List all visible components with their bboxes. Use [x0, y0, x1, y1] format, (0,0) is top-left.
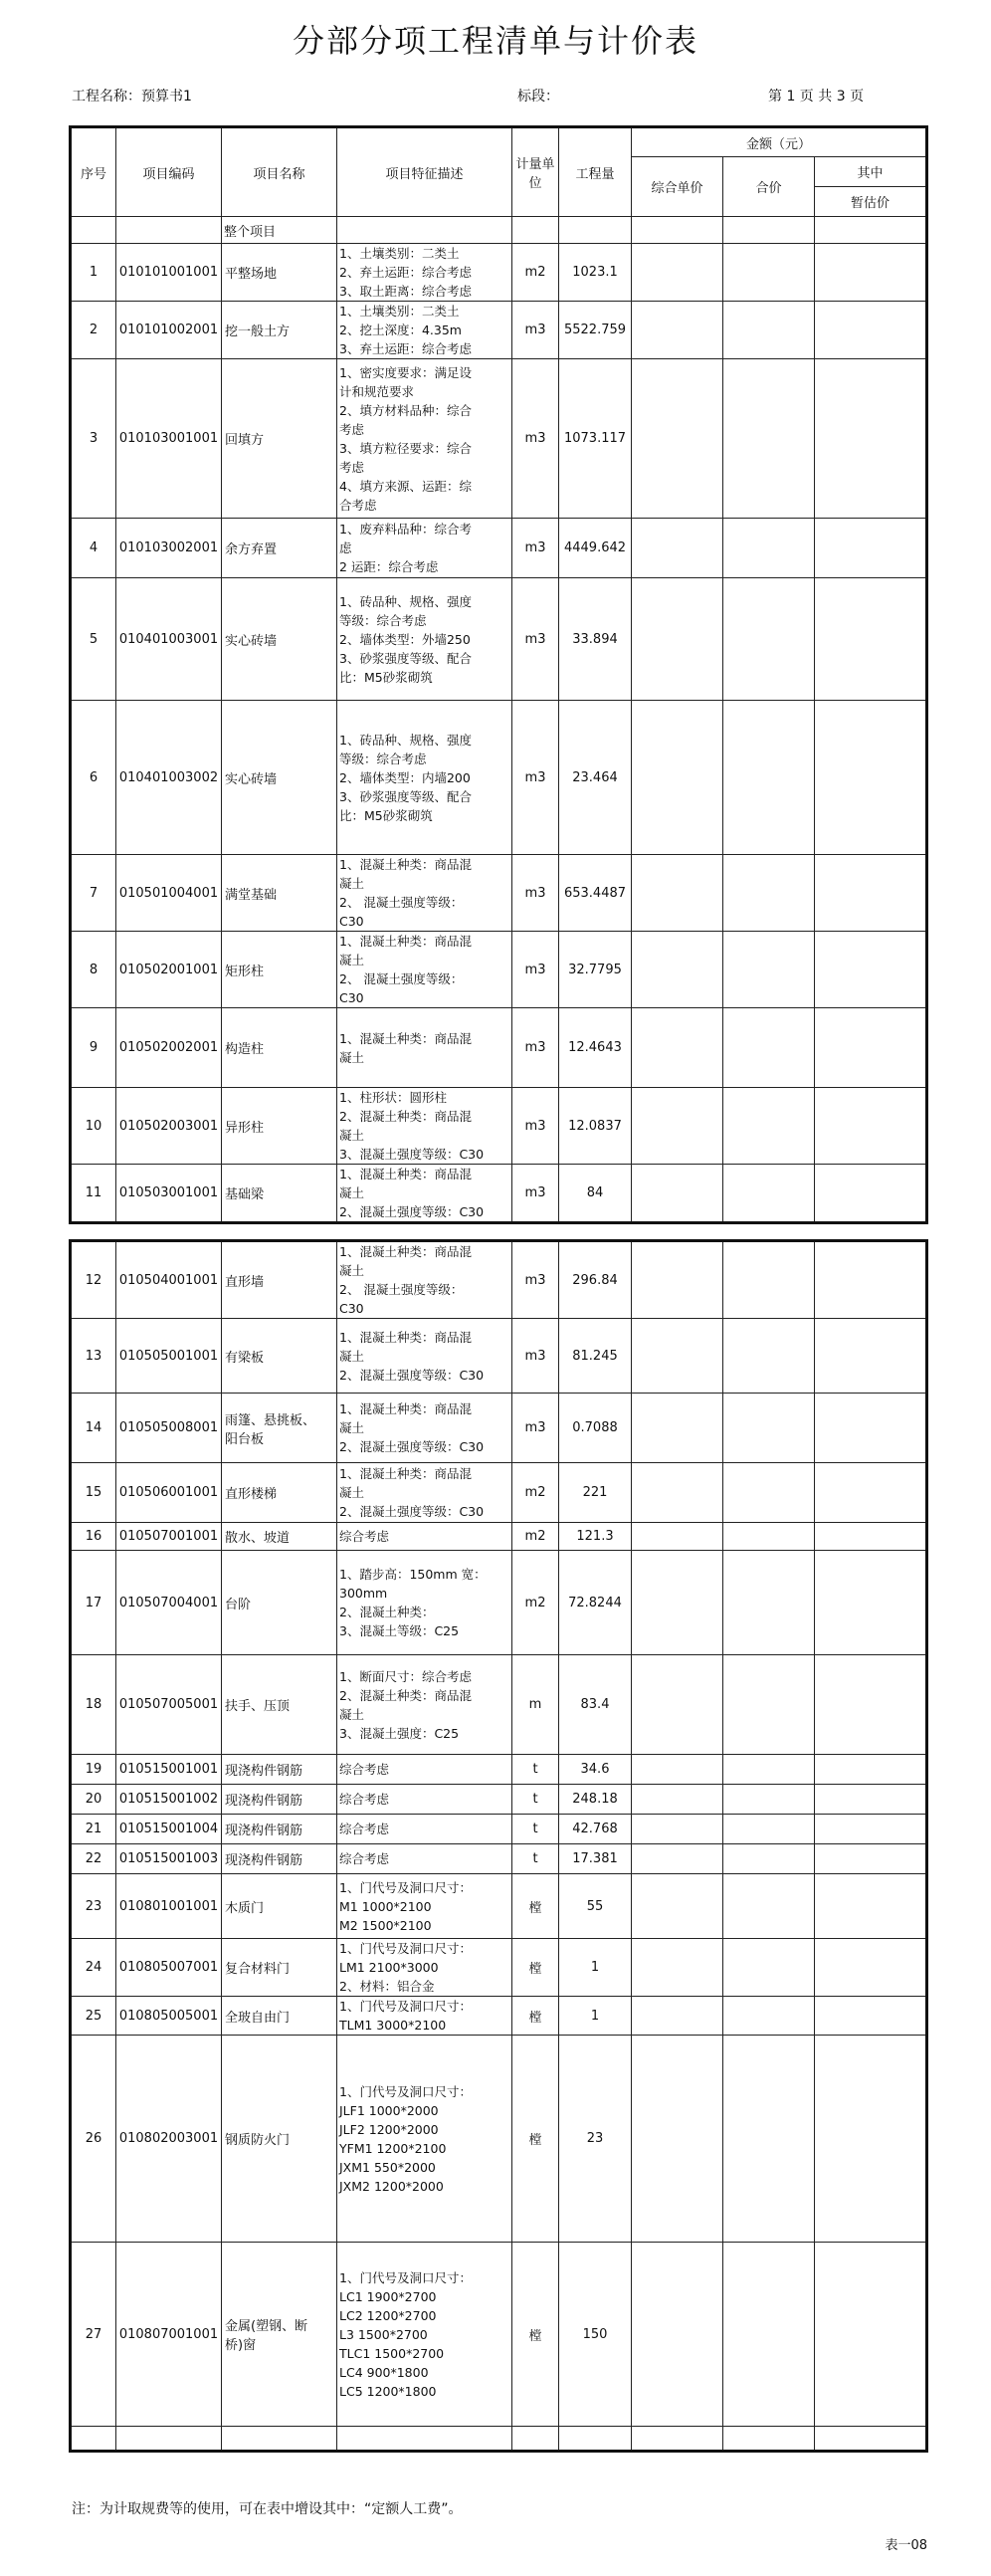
row-number: 12 — [71, 1241, 116, 1319]
row-number: 23 — [71, 1874, 116, 1939]
total-cell — [723, 2036, 815, 2243]
item-code: 010505008001 — [116, 1394, 222, 1463]
table-row — [71, 1815, 927, 1844]
item-description: 综合考虑 — [337, 1755, 512, 1785]
item-quantity: 150 — [559, 2243, 632, 2427]
table-row — [71, 855, 927, 932]
unit-price-cell — [632, 302, 723, 359]
row-number: 7 — [71, 855, 116, 932]
header-desc: 项目特征描述 — [337, 127, 512, 217]
unit-price-cell — [632, 2036, 723, 2243]
row-number: 6 — [71, 701, 116, 855]
unit-price-cell — [632, 359, 723, 519]
item-name: 构造柱 — [222, 1008, 337, 1088]
table-row — [71, 1463, 927, 1523]
header-seq: 序号 — [71, 127, 116, 217]
row-number: 27 — [71, 2243, 116, 2427]
item-name: 现浇构件钢筋 — [222, 1785, 337, 1815]
provisional-cell — [815, 1008, 927, 1088]
total-cell — [723, 2243, 815, 2427]
unit-price-cell — [632, 1844, 723, 1874]
row-number: 5 — [71, 578, 116, 701]
table-row — [71, 2036, 927, 2243]
item-code: 010805007001 — [116, 1939, 222, 1997]
total-cell — [723, 1874, 815, 1939]
row-number: 15 — [71, 1463, 116, 1523]
item-unit: 樘 — [512, 2036, 559, 2243]
item-code: 010515001004 — [116, 1815, 222, 1844]
provisional-cell — [815, 1088, 927, 1165]
item-unit: m — [512, 1655, 559, 1755]
table-row — [71, 1394, 927, 1463]
row-number: 18 — [71, 1655, 116, 1755]
unit-price-cell — [632, 1088, 723, 1165]
item-name: 复合材料门 — [222, 1939, 337, 1997]
item-code: 010504001001 — [116, 1241, 222, 1319]
item-name: 挖一般土方 — [222, 302, 337, 359]
item-description: 1、砖品种、规格、强度 等级：综合考虑 2、墙体类型：外墙250 3、砂浆强度等级、配合 比：M5砂浆砌筑 — [337, 578, 512, 701]
unit-price-cell — [632, 1874, 723, 1939]
page-indicator: 第 1 页 共 3 页 — [768, 89, 865, 105]
provisional-cell — [815, 1997, 927, 2036]
item-name: 现浇构件钢筋 — [222, 1755, 337, 1785]
item-quantity: 84 — [559, 1165, 632, 1223]
table-row — [71, 1241, 927, 1319]
section-row-label: 整个项目 — [222, 217, 337, 244]
item-description: 1、门代号及洞口尺寸： TLM1 3000*2100 — [337, 1997, 512, 2036]
item-unit: t — [512, 1815, 559, 1844]
table-row — [71, 1008, 927, 1088]
total-cell — [723, 1551, 815, 1655]
item-description: 综合考虑 — [337, 1785, 512, 1815]
table-row — [71, 1088, 927, 1165]
item-description: 1、门代号及洞口尺寸： M1 1000*2100 M2 1500*2100 — [337, 1874, 512, 1939]
item-unit: 樘 — [512, 2243, 559, 2427]
item-description: 1、砖品种、规格、强度 等级：综合考虑 2、墙体类型：内墙200 3、砂浆强度等级、配合 比：M5砂浆砌筑 — [337, 701, 512, 855]
row-number: 22 — [71, 1844, 116, 1874]
unit-price-cell — [632, 1997, 723, 2036]
item-code: 010501004001 — [116, 855, 222, 932]
item-name: 异形柱 — [222, 1088, 337, 1165]
item-description: 1、门代号及洞口尺寸： JLF1 1000*2000 JLF2 1200*2000 YFM1 1200*2100 JXM1 550*2000 JXM2 1200*2000 — [337, 2036, 512, 2243]
item-name: 木质门 — [222, 1874, 337, 1939]
unit-price-cell — [632, 1815, 723, 1844]
unit-price-cell — [632, 932, 723, 1008]
item-code: 010503001001 — [116, 1165, 222, 1223]
item-unit: m3 — [512, 932, 559, 1008]
row-number: 19 — [71, 1755, 116, 1785]
table-row — [71, 1165, 927, 1223]
item-quantity: 34.6 — [559, 1755, 632, 1785]
table-row — [71, 302, 927, 359]
item-description: 1、柱形状：圆形柱 2、混凝土种类：商品混 凝土 3、混凝土强度等级：C30 — [337, 1088, 512, 1165]
provisional-cell — [815, 578, 927, 701]
unit-price-cell — [632, 1523, 723, 1551]
item-unit: m3 — [512, 1165, 559, 1223]
item-description: 1、密实度要求：满足设 计和规范要求 2、填方材料品种：综合 考虑 3、填方粒径要求：综合 考虑 4、填方来源、运距：综 合考虑 — [337, 359, 512, 519]
item-quantity: 72.8244 — [559, 1551, 632, 1655]
item-unit: t — [512, 1785, 559, 1815]
item-code: 010502003001 — [116, 1088, 222, 1165]
item-name: 有梁板 — [222, 1319, 337, 1394]
item-quantity: 23.464 — [559, 701, 632, 855]
item-unit: m3 — [512, 701, 559, 855]
item-code: 010502001001 — [116, 932, 222, 1008]
item-description: 1、混凝土种类：商品混 凝土 2、 混凝土强度等级： C30 — [337, 1241, 512, 1319]
bill-table-part1 — [69, 125, 928, 1224]
row-number: 9 — [71, 1008, 116, 1088]
item-quantity: 83.4 — [559, 1655, 632, 1755]
item-quantity: 1023.1 — [559, 244, 632, 302]
project-name: 工程名称：预算书1 — [72, 89, 192, 105]
table-row — [71, 1319, 927, 1394]
total-cell — [723, 1088, 815, 1165]
unit-price-cell — [632, 1319, 723, 1394]
item-description: 1、混凝土种类：商品混 凝土 2、混凝土强度等级：C30 — [337, 1165, 512, 1223]
table-row — [71, 701, 927, 855]
table-row — [71, 2243, 927, 2427]
table-body-part2 — [71, 1241, 927, 2452]
item-quantity: 12.0837 — [559, 1088, 632, 1165]
row-number: 3 — [71, 359, 116, 519]
provisional-cell — [815, 244, 927, 302]
item-unit: t — [512, 1755, 559, 1785]
unit-price-cell — [632, 2243, 723, 2427]
item-unit: m3 — [512, 359, 559, 519]
item-description: 1、土壤类别：二类土 2、弃土运距：综合考虑 3、取土距离：综合考虑 — [337, 244, 512, 302]
provisional-cell — [815, 1939, 927, 1997]
total-cell — [723, 1165, 815, 1223]
unit-price-cell — [632, 244, 723, 302]
item-quantity: 42.768 — [559, 1815, 632, 1844]
item-unit: m3 — [512, 1088, 559, 1165]
total-cell — [723, 701, 815, 855]
item-description: 综合考虑 — [337, 1844, 512, 1874]
item-description: 1、混凝土种类：商品混 凝土 2、混凝土强度等级：C30 — [337, 1319, 512, 1394]
provisional-cell — [815, 2243, 927, 2427]
header-name: 项目名称 — [222, 127, 337, 217]
total-cell — [723, 855, 815, 932]
item-name: 现浇构件钢筋 — [222, 1815, 337, 1844]
item-code: 010502002001 — [116, 1008, 222, 1088]
unit-price-cell — [632, 1241, 723, 1319]
item-description: 综合考虑 — [337, 1815, 512, 1844]
provisional-cell — [815, 1844, 927, 1874]
row-number: 21 — [71, 1815, 116, 1844]
item-quantity: 5522.759 — [559, 302, 632, 359]
provisional-cell — [815, 932, 927, 1008]
item-code: 010801001001 — [116, 1874, 222, 1939]
unit-price-cell — [632, 701, 723, 855]
header-of-which: 其中 — [815, 157, 927, 187]
total-cell — [723, 359, 815, 519]
item-quantity: 55 — [559, 1874, 632, 1939]
bill-table-part2 — [69, 1239, 928, 2453]
table-row — [71, 932, 927, 1008]
item-description: 1、混凝土种类：商品混 凝土 2、混凝土强度等级：C30 — [337, 1394, 512, 1463]
unit-price-cell — [632, 1755, 723, 1785]
row-number: 11 — [71, 1165, 116, 1223]
item-description: 1、门代号及洞口尺寸： LC1 1900*2700 LC2 1200*2700 L3 1500*2700 TLC1 1500*2700 LC4 900*1800 LC5 1200*1800 — [337, 2243, 512, 2427]
provisional-cell — [815, 519, 927, 578]
unit-price-cell — [632, 1008, 723, 1088]
provisional-cell — [815, 1463, 927, 1523]
item-quantity: 81.245 — [559, 1319, 632, 1394]
item-name: 直形楼梯 — [222, 1463, 337, 1523]
item-quantity: 653.4487 — [559, 855, 632, 932]
row-number: 8 — [71, 932, 116, 1008]
item-code: 010807001001 — [116, 2243, 222, 2427]
row-number: 2 — [71, 302, 116, 359]
row-number: 10 — [71, 1088, 116, 1165]
item-description: 1、土壤类别：二类土 2、挖土深度：4.35m 3、弃土运距：综合考虑 — [337, 302, 512, 359]
unit-price-cell — [632, 519, 723, 578]
item-unit: m3 — [512, 1394, 559, 1463]
total-cell — [723, 1785, 815, 1815]
provisional-cell — [815, 1551, 927, 1655]
table-row — [71, 578, 927, 701]
item-description: 1、废弃料品种：综合考 虑 2 运距：综合考虑 — [337, 519, 512, 578]
item-name: 台阶 — [222, 1551, 337, 1655]
provisional-cell — [815, 855, 927, 932]
section-label: 标段： — [517, 89, 559, 105]
item-description: 1、混凝土种类：商品混 凝土 2、混凝土强度等级：C30 — [337, 1463, 512, 1523]
total-cell — [723, 302, 815, 359]
unit-price-cell — [632, 1939, 723, 1997]
item-name: 扶手、压顶 — [222, 1655, 337, 1755]
header-amount: 金额（元） — [632, 127, 927, 157]
item-description: 综合考虑 — [337, 1523, 512, 1551]
item-description: 1、混凝土种类：商品混 凝土 2、 混凝土强度等级： C30 — [337, 855, 512, 932]
table-row — [71, 244, 927, 302]
footnote: 注：为计取规费等的使用，可在表中增设其中：“定额人工费”。 — [72, 2501, 463, 2517]
item-quantity: 296.84 — [559, 1241, 632, 1319]
item-quantity: 4449.642 — [559, 519, 632, 578]
item-name: 散水、坡道 — [222, 1523, 337, 1551]
item-name: 雨篷、悬挑板、 阳台板 — [222, 1394, 337, 1463]
item-quantity: 248.18 — [559, 1785, 632, 1815]
item-unit: t — [512, 1844, 559, 1874]
total-cell — [723, 578, 815, 701]
item-unit: m3 — [512, 1008, 559, 1088]
row-number: 16 — [71, 1523, 116, 1551]
table-row — [71, 519, 927, 578]
item-name: 平整场地 — [222, 244, 337, 302]
provisional-cell — [815, 1655, 927, 1755]
item-quantity: 12.4643 — [559, 1008, 632, 1088]
total-cell — [723, 932, 815, 1008]
item-quantity: 33.894 — [559, 578, 632, 701]
item-code: 010515001003 — [116, 1844, 222, 1874]
item-name: 实心砖墙 — [222, 701, 337, 855]
unit-price-cell — [632, 1394, 723, 1463]
item-quantity: 23 — [559, 2036, 632, 2243]
item-code: 010103002001 — [116, 519, 222, 578]
row-number: 20 — [71, 1785, 116, 1815]
item-code: 010101001001 — [116, 244, 222, 302]
row-number: 1 — [71, 244, 116, 302]
item-unit: m2 — [512, 1463, 559, 1523]
total-cell — [723, 1319, 815, 1394]
provisional-cell — [815, 302, 927, 359]
provisional-cell — [815, 1394, 927, 1463]
total-cell — [723, 1997, 815, 2036]
total-cell — [723, 1655, 815, 1755]
item-name: 回填方 — [222, 359, 337, 519]
item-name: 钢质防火门 — [222, 2036, 337, 2243]
total-cell — [723, 244, 815, 302]
item-code: 010805005001 — [116, 1997, 222, 2036]
blank-row — [71, 2427, 927, 2452]
item-quantity: 1073.117 — [559, 359, 632, 519]
page-title: 分部分项工程清单与计价表 — [292, 22, 698, 60]
table-row — [71, 1655, 927, 1755]
item-unit: m3 — [512, 302, 559, 359]
item-unit: 樘 — [512, 1874, 559, 1939]
item-code: 010507001001 — [116, 1523, 222, 1551]
item-name: 矩形柱 — [222, 932, 337, 1008]
item-description: 1、混凝土种类：商品混 凝土 2、 混凝土强度等级： C30 — [337, 932, 512, 1008]
item-code: 010507005001 — [116, 1655, 222, 1755]
provisional-cell — [815, 1815, 927, 1844]
header-total: 合价 — [723, 157, 815, 217]
item-description: 1、混凝土种类：商品混 凝土 — [337, 1008, 512, 1088]
provisional-cell — [815, 2036, 927, 2243]
total-cell — [723, 1844, 815, 1874]
item-unit: m3 — [512, 1241, 559, 1319]
table-row — [71, 1844, 927, 1874]
total-cell — [723, 1815, 815, 1844]
table-row — [71, 1939, 927, 1997]
item-unit: m2 — [512, 1551, 559, 1655]
item-description: 1、门代号及洞口尺寸： LM1 2100*3000 2、材料：铝合金 — [337, 1939, 512, 1997]
item-code: 010103001001 — [116, 359, 222, 519]
unit-price-cell — [632, 1785, 723, 1815]
row-number: 4 — [71, 519, 116, 578]
item-quantity: 221 — [559, 1463, 632, 1523]
table-row — [71, 1755, 927, 1785]
item-name: 实心砖墙 — [222, 578, 337, 701]
table-row — [71, 1523, 927, 1551]
unit-price-cell — [632, 1655, 723, 1755]
item-name: 现浇构件钢筋 — [222, 1844, 337, 1874]
item-code: 010802003001 — [116, 2036, 222, 2243]
provisional-cell — [815, 1755, 927, 1785]
header-unit-price: 综合单价 — [632, 157, 723, 217]
item-code: 010401003001 — [116, 578, 222, 701]
item-quantity: 1 — [559, 1997, 632, 2036]
item-name: 余方弃置 — [222, 519, 337, 578]
item-name: 基础梁 — [222, 1165, 337, 1223]
unit-price-cell — [632, 578, 723, 701]
item-name: 全玻自由门 — [222, 1997, 337, 2036]
provisional-cell — [815, 1523, 927, 1551]
table-row — [71, 1874, 927, 1939]
total-cell — [723, 1463, 815, 1523]
table-row — [71, 1785, 927, 1815]
total-cell — [723, 519, 815, 578]
item-code: 010401003002 — [116, 701, 222, 855]
unit-price-cell — [632, 855, 723, 932]
header-code: 项目编码 — [116, 127, 222, 217]
unit-price-cell — [632, 1551, 723, 1655]
total-cell — [723, 1241, 815, 1319]
provisional-cell — [815, 1785, 927, 1815]
item-unit: 樘 — [512, 1939, 559, 1997]
provisional-cell — [815, 1319, 927, 1394]
total-cell — [723, 1394, 815, 1463]
provisional-cell — [815, 1165, 927, 1223]
item-name: 直形墙 — [222, 1241, 337, 1319]
header-unit: 计量单位 — [512, 127, 559, 217]
item-description: 1、断面尺寸：综合考虑 2、混凝土种类：商品混 凝土 3、混凝土强度：C25 — [337, 1655, 512, 1755]
unit-price-cell — [632, 1165, 723, 1223]
item-quantity: 1 — [559, 1939, 632, 1997]
item-quantity: 32.7795 — [559, 932, 632, 1008]
item-code: 010505001001 — [116, 1319, 222, 1394]
row-number: 17 — [71, 1551, 116, 1655]
item-quantity: 17.381 — [559, 1844, 632, 1874]
row-number: 13 — [71, 1319, 116, 1394]
item-unit: 樘 — [512, 1997, 559, 2036]
provisional-cell — [815, 1874, 927, 1939]
table-row — [71, 1551, 927, 1655]
item-code: 010101002001 — [116, 302, 222, 359]
item-quantity: 0.7088 — [559, 1394, 632, 1463]
row-number: 24 — [71, 1939, 116, 1997]
table-body-part1 — [71, 244, 927, 1223]
header-provisional: 暂估价 — [815, 187, 927, 217]
item-unit: m3 — [512, 855, 559, 932]
item-name: 满堂基础 — [222, 855, 337, 932]
total-cell — [723, 1523, 815, 1551]
row-number: 14 — [71, 1394, 116, 1463]
provisional-cell — [815, 359, 927, 519]
item-code: 010506001001 — [116, 1463, 222, 1523]
total-cell — [723, 1755, 815, 1785]
table-row — [71, 1997, 927, 2036]
item-code: 010507004001 — [116, 1551, 222, 1655]
table-row — [71, 359, 927, 519]
item-quantity: 121.3 — [559, 1523, 632, 1551]
provisional-cell — [815, 701, 927, 855]
item-code: 010515001002 — [116, 1785, 222, 1815]
row-number: 26 — [71, 2036, 116, 2243]
item-description: 1、踏步高：150mm 宽： 300mm 2、混凝土种类： 3、混凝土等级：C25 — [337, 1551, 512, 1655]
item-unit: m2 — [512, 244, 559, 302]
item-unit: m3 — [512, 1319, 559, 1394]
item-code: 010515001001 — [116, 1755, 222, 1785]
item-unit: m3 — [512, 578, 559, 701]
item-unit: m3 — [512, 519, 559, 578]
table-code: 表一08 — [885, 2538, 927, 2553]
unit-price-cell — [632, 1463, 723, 1523]
item-unit: m2 — [512, 1523, 559, 1551]
provisional-cell — [815, 1241, 927, 1319]
header-qty: 工程量 — [559, 127, 632, 217]
total-cell — [723, 1008, 815, 1088]
item-name: 金属(塑钢、断 桥)窗 — [222, 2243, 337, 2427]
row-number: 25 — [71, 1997, 116, 2036]
total-cell — [723, 1939, 815, 1997]
